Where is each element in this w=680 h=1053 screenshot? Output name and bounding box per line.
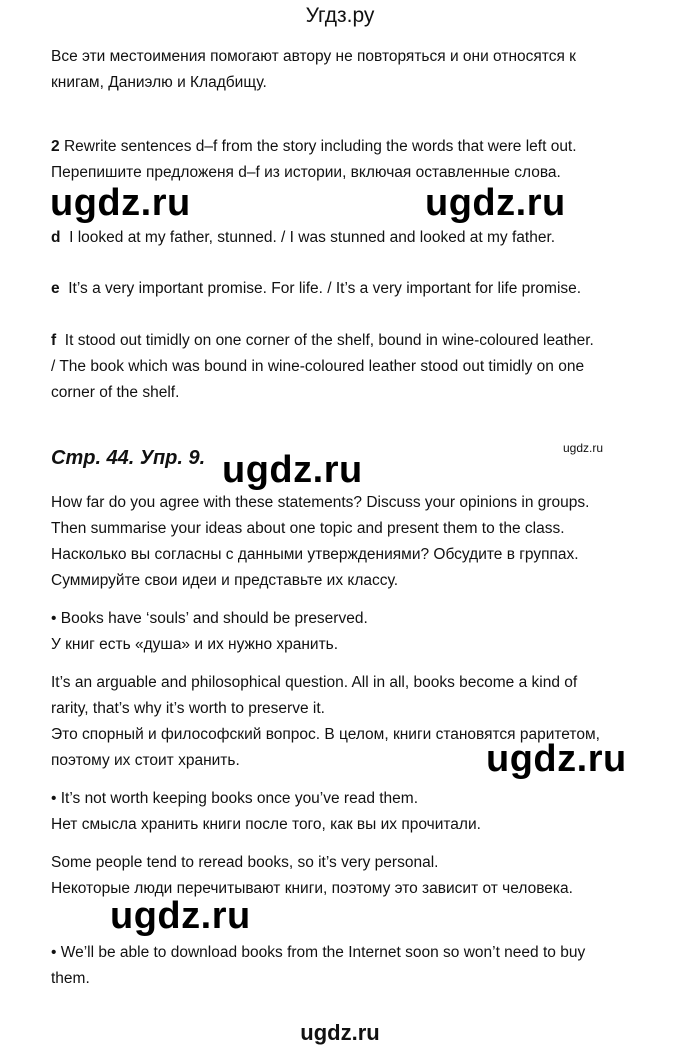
task2-instruction	[51, 134, 577, 160]
item-letter: d	[51, 229, 61, 246]
task2-number: 2	[51, 138, 60, 155]
watermark-bottom: ugdz.ru	[300, 1020, 380, 1045]
watermark: ugdz.ru	[50, 182, 191, 224]
answer-2-line-2: Некоторые люди перечитывают книги, поэтому это зависит от человека.	[51, 880, 573, 897]
item-letter: e	[51, 280, 60, 297]
task2-en: Rewrite sentences d–f from the story including the words that were left out.	[63, 138, 577, 155]
statement-3: • We’ll be able to download books from the Internet soon so won’t need to buy	[51, 944, 586, 961]
exercise-intro-4: Суммируйте свои идеи и представьте их классу.	[51, 572, 399, 589]
exercise-heading: Стр. 44. Упр. 9.	[51, 447, 206, 469]
statement-1-ru: У книг есть «душа» и их нужно хранить.	[51, 636, 339, 653]
statement-1: • Books have ‘souls’ and should be preserved.	[51, 610, 368, 627]
exercise-intro-2: Then summarise your ideas about one topic and present them to the class.	[51, 520, 565, 537]
answer-1-line-3: Это спорный и философский вопрос. В целом, книги становятся раритетом,	[51, 726, 600, 743]
exercise-intro-3: Насколько вы согласны с данными утверждениями? Обсудите в группах.	[51, 546, 579, 563]
task2-ru: Перепишите предложеня d–f из истории, включая оставленные слова.	[51, 164, 561, 181]
item-letter: f	[51, 332, 57, 349]
answer-2-line-1: Some people tend to reread books, so it’s very personal.	[51, 854, 439, 871]
item-d: d I looked at my father, stunned. / I was stunned and looked at my father.	[51, 229, 556, 246]
answer-1-line-1: It’s an arguable and philosophical question. All in all, books become a kind of	[51, 674, 578, 691]
watermark: ugdz.ru	[222, 449, 363, 491]
watermark: ugdz.ru	[486, 738, 627, 780]
answer-1-line-2: rarity, that’s why it’s worth to preserve it.	[51, 700, 325, 717]
watermark: ugdz.ru	[425, 182, 566, 224]
intro-line-2: книгам, Даниэлю и Кладбищу.	[51, 74, 267, 91]
watermark-small: ugdz.ru	[563, 441, 604, 455]
item-f: f It stood out timidly on one corner of the shelf, bound in wine-coloured leather.	[51, 332, 594, 349]
item-f-line-3: corner of the shelf.	[51, 384, 180, 401]
item-e: e It’s a very important promise. For life. / It’s a very important for life promise.	[51, 280, 582, 297]
statement-2-ru: Нет смысла хранить книги после того, как вы их прочитали.	[51, 816, 481, 833]
site-title: Угдз.ру	[305, 4, 375, 27]
statement-3-line-2: them.	[51, 970, 90, 987]
item-f-line-2: / The book which was bound in wine-coloured leather stood out timidly on one	[51, 358, 585, 375]
exercise-intro-1: How far do you agree with these statements? Discuss your opinions in groups.	[51, 494, 590, 511]
answer-1-line-4: поэтому их стоит хранить.	[51, 752, 240, 769]
statement-2: • It’s not worth keeping books once you’ve read them.	[51, 790, 419, 807]
watermark: ugdz.ru	[110, 895, 251, 937]
intro-line-1: Все эти местоимения помогают автору не повторяться и они относятся к	[51, 48, 576, 65]
